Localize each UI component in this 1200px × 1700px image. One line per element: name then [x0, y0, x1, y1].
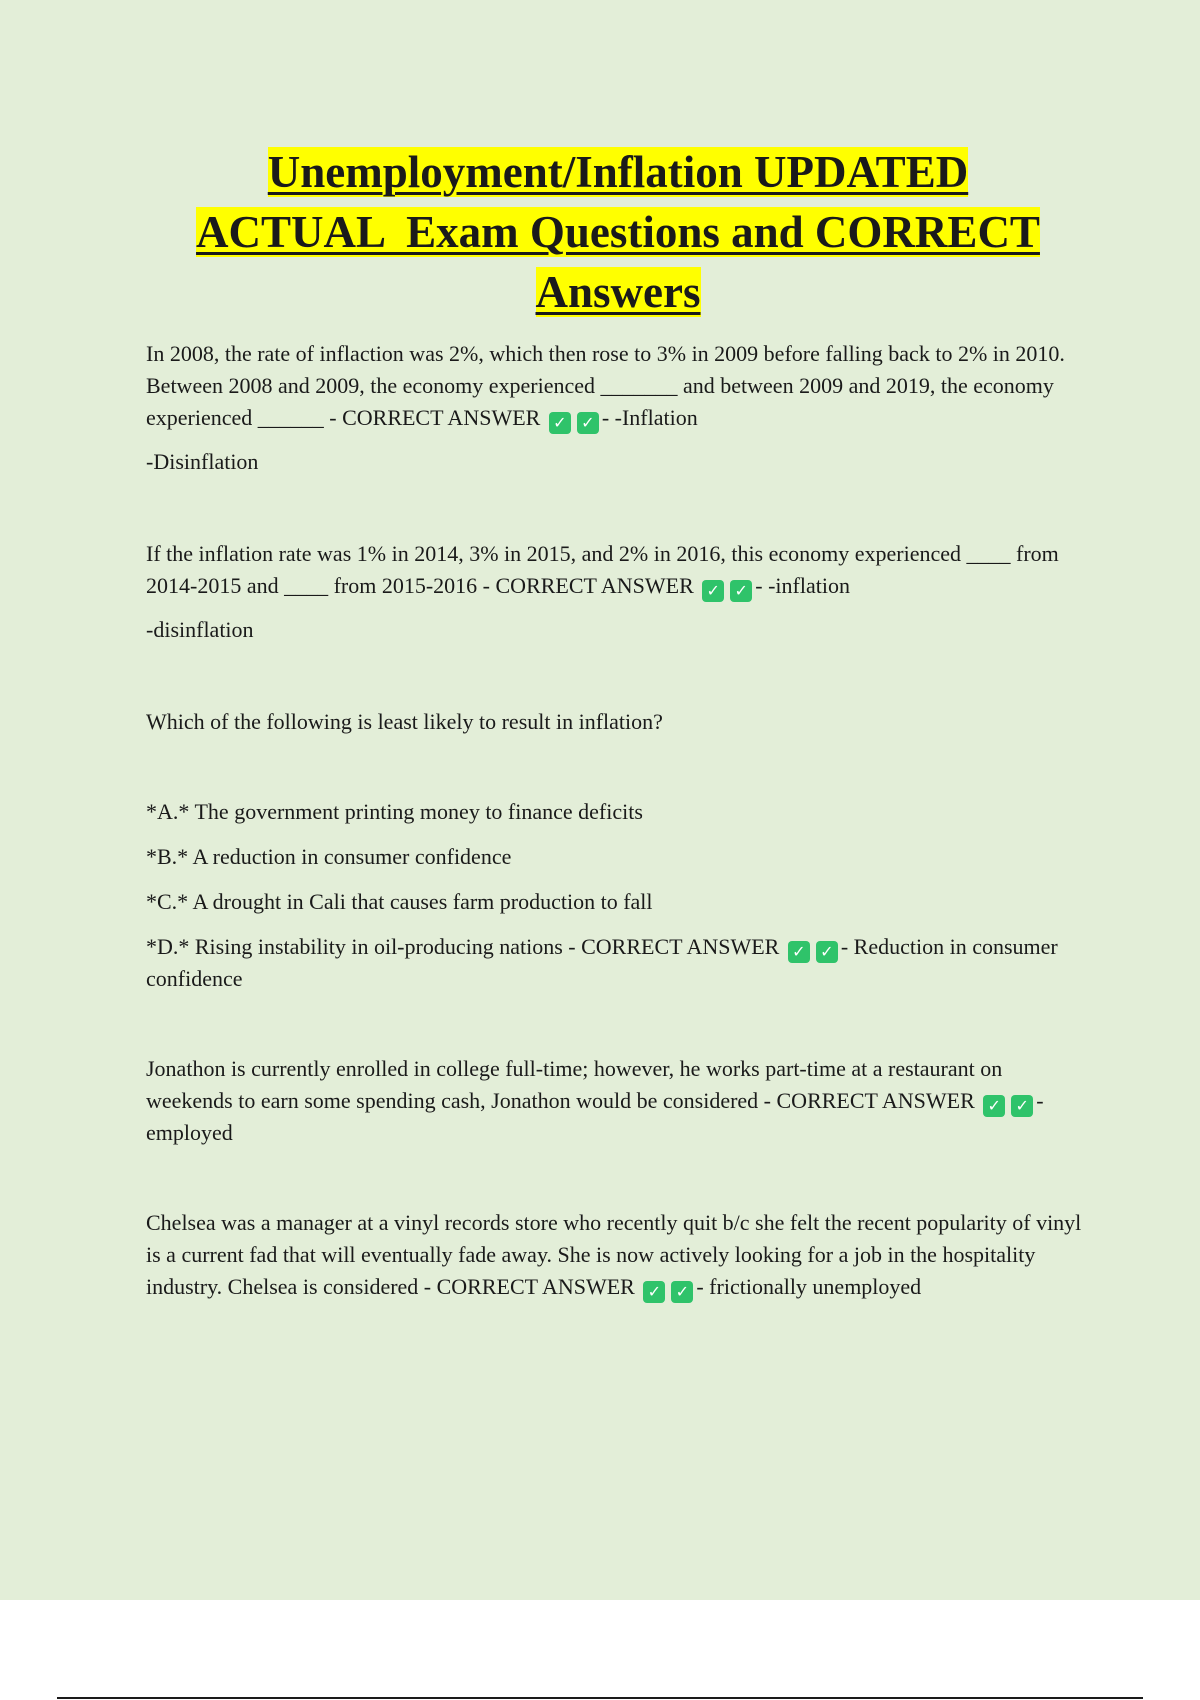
- question-4: [146, 1053, 1091, 1149]
- check-icon: ✓: [643, 1281, 665, 1303]
- check-icon: ✓: [983, 1095, 1005, 1117]
- question-5-prompt: Chelsea was a manager at a vinyl records store who recently quit b/c she felt the recent popularity of vinyl is a current fad that will eventually fade away. She is now actively looking for a job in the hospitality industry. Chelsea is considered - CORRECT ANSWER: [146, 1210, 1082, 1299]
- question-5-answer: - frictionally unemployed: [696, 1274, 922, 1299]
- footer-divider: [57, 1697, 1143, 1699]
- question-5-text: [146, 1207, 1091, 1303]
- question-3-option-a: *A.* The government printing money to finance deficits: [146, 799, 643, 824]
- question-4-text: [146, 1053, 1091, 1149]
- check-icon: ✓: [702, 580, 724, 602]
- question-1: [146, 338, 1091, 478]
- question-1-prompt: In 2008, the rate of inflaction was 2%, which then rose to 3% in 2009 before falling back to 2% in 2010. Between 2008 and 2009, the economy experienced _______ and between 2009 and 2019, the economy experienced ______ - CORRECT ANSWER: [146, 341, 1065, 430]
- check-icon: ✓: [816, 941, 838, 963]
- question-3: [146, 706, 1091, 995]
- document-title: [120, 142, 1116, 322]
- question-1-text: [146, 338, 1091, 434]
- question-3-option-b: *B.* A reduction in consumer confidence: [146, 844, 512, 869]
- question-3-text: Which of the following is least likely to result in inflation?: [146, 709, 663, 734]
- question-4-prompt: Jonathon is currently enrolled in college full-time; however, he works part-time at a restaurant on weekends to earn some spending cash, Jonathon would be considered - CORRECT ANSWER: [146, 1056, 1003, 1113]
- title-line-2: ACTUAL Exam Questions and CORRECT: [196, 207, 1040, 257]
- question-3-option-d-text: *D.* Rising instability in oil-producing nations - CORRECT ANSWER: [146, 934, 780, 959]
- question-4-answer: - employed: [146, 1088, 1044, 1145]
- question-2: [146, 538, 1091, 646]
- questions-list: [146, 338, 1091, 1303]
- check-icon: ✓: [577, 412, 599, 434]
- title-line-3: Answers: [535, 267, 701, 317]
- question-1-answer-extra: -Disinflation: [146, 449, 259, 474]
- title-line-1: Unemployment/Inflation UPDATED: [267, 147, 969, 197]
- question-3-option-c: *C.* A drought in Cali that causes farm production to fall: [146, 889, 653, 914]
- question-1-answer: - -Inflation: [601, 405, 698, 430]
- check-icon: ✓: [671, 1281, 693, 1303]
- check-icon: ✓: [549, 412, 571, 434]
- question-2-answer-extra: -disinflation: [146, 617, 254, 642]
- check-icon: ✓: [1011, 1095, 1033, 1117]
- check-icon: ✓: [788, 941, 810, 963]
- question-2-prompt: If the inflation rate was 1% in 2014, 3% in 2015, and 2% in 2016, this economy experienced ____ from 2014-2015 and ____ from 2015-2016 - CORRECT ANSWER: [146, 541, 1059, 598]
- question-2-answer: - -inflation: [755, 573, 850, 598]
- question-3-answer: - Reduction in consumer confidence: [146, 934, 1058, 991]
- question-5: [146, 1207, 1091, 1303]
- question-3-option-d: [146, 931, 1091, 995]
- check-icon: ✓: [730, 580, 752, 602]
- question-2-text: [146, 538, 1091, 602]
